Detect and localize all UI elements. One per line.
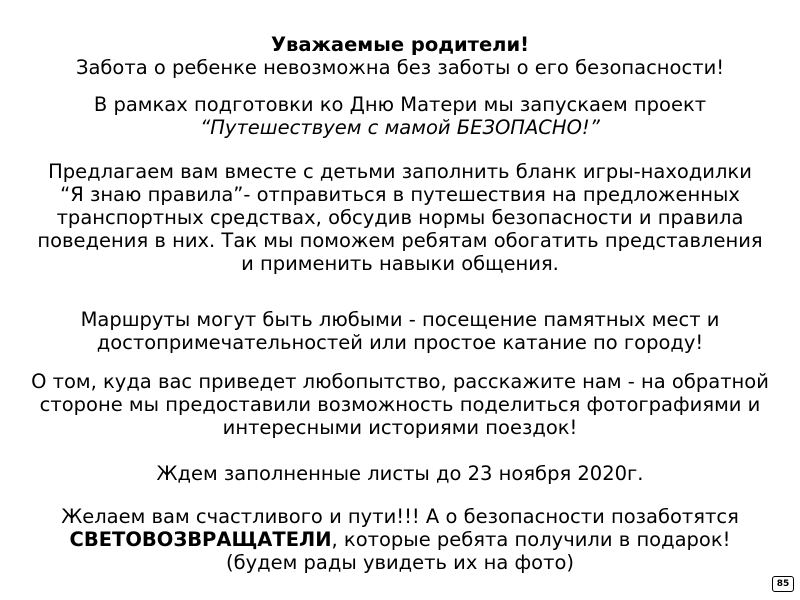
deadline-paragraph: [0, 462, 800, 485]
letter-header: [0, 33, 800, 79]
reflectors-line: [0, 528, 800, 551]
proposal-line: поведения в них. Так мы поможем ребятам обогатить представления: [37, 229, 763, 252]
tell-us-line: стороне мы предоставили возможность поделиться фотографиями и: [39, 393, 761, 416]
tell-us-line: О том, куда вас приведет любопытство, расскажите нам - на обратной: [31, 370, 769, 393]
closing-paragraph: [0, 505, 800, 574]
reflectors-rest: , которые ребята получили в подарок!: [331, 528, 731, 551]
intro-line: В рамках подготовки ко Дню Матери мы запускаем проект: [93, 93, 707, 116]
safety-subtitle: Забота о ребенке невозможна без заботы о его безопасности!: [75, 56, 725, 79]
tell-us-paragraph: [0, 370, 800, 439]
proposal-line: и применить навыки общения.: [241, 252, 559, 275]
proposal-line: транспортных средствах, обсудив нормы безопасности и правила: [56, 206, 744, 229]
closing-note: (будем рады увидеть их на фото): [225, 551, 574, 574]
project-intro: [0, 93, 800, 139]
greeting-heading: Уважаемые родители!: [270, 33, 530, 56]
wish-line: Желаем вам счастливого и пути!!! А о безопасности позаботятся: [61, 505, 739, 528]
routes-paragraph: [0, 308, 800, 354]
reflectors-word: СВЕТОВОЗВРАЩАТЕЛИ: [69, 528, 332, 551]
proposal-line: “Я знаю правила”- отправиться в путешествия на предложенных: [60, 183, 740, 206]
page-number-badge: 85: [772, 576, 794, 592]
deadline-text: Ждем заполненные листы до 23 ноября 2020г.: [156, 462, 644, 485]
proposal-paragraph: [0, 160, 800, 275]
routes-line: достопримечательностей или простое катание по городу!: [96, 331, 704, 354]
proposal-line: Предлагаем вам вместе с детьми заполнить бланк игры-находилки: [48, 160, 752, 183]
tell-us-line: интересными историями поездок!: [222, 416, 578, 439]
project-name: “Путешествуем с мамой БЕЗОПАСНО!”: [200, 116, 600, 139]
routes-line: Маршруты могут быть любыми - посещение памятных мест и: [80, 308, 720, 331]
